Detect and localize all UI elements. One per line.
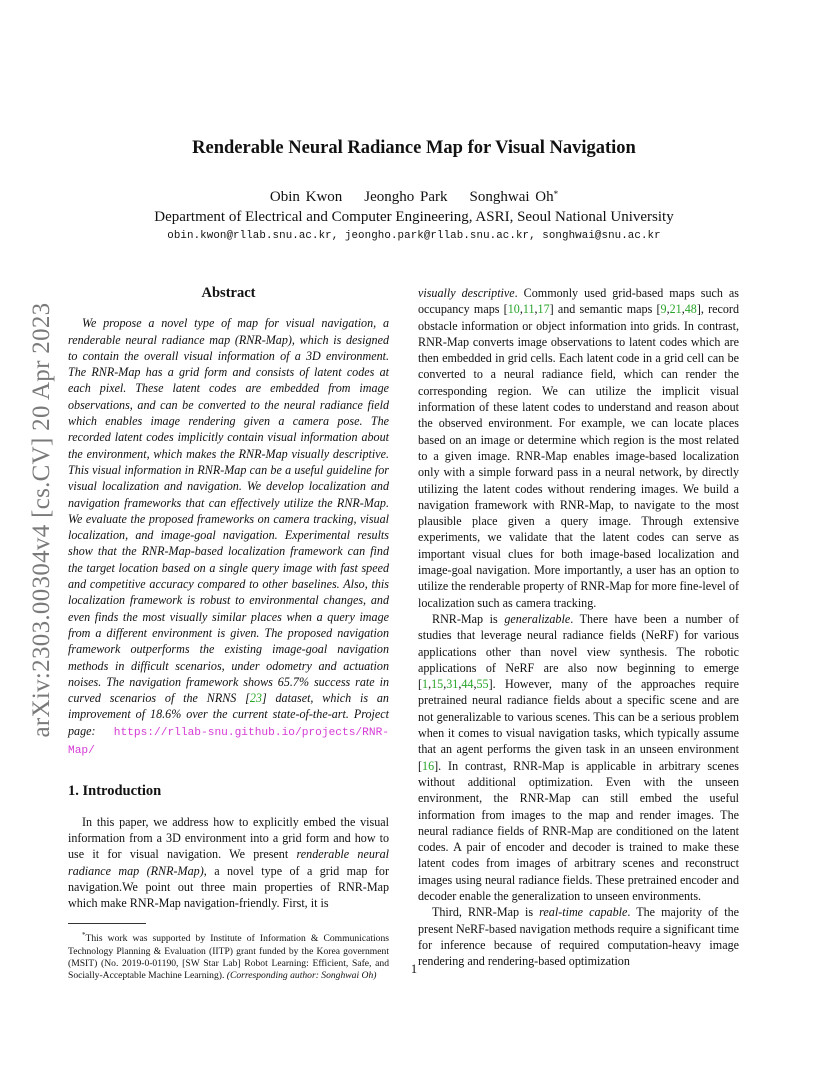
paper-title: Renderable Neural Radiance Map for Visual Navigation <box>192 138 636 158</box>
footnote-corresponding: (Corresponding author: Songhwai Oh) <box>226 970 377 982</box>
paper-header <box>0 138 828 242</box>
citation-link[interactable]: 10 <box>507 302 520 317</box>
author-name: Obin Kwon <box>269 189 343 205</box>
citation-link[interactable]: 17 <box>537 302 550 317</box>
intro-text-end: , a novel type of a grid map for navigation.We point out three main properties of RNR-Map which make RNR-Map navigation-friendly. First, it is <box>68 863 389 911</box>
author-name: Songhwai Oh <box>469 189 554 205</box>
footnote-mark: * <box>82 931 86 940</box>
affiliation: Department of Electrical and Computer Engineering, ASRI, Seoul National University <box>154 209 674 225</box>
paragraph-text: ]. In contrast, RNR-Map is applicable in arbitrary scenes without additional optimization. Even with the unseen environment, the RNR-Map can still embed the useful information from images to the map and render images. The neural radiance fields of RNR-Map are conditioned on the latent codes. A pair of encoder and decoder is trained to make these latent codes from images of arbitrary scenes and reconstruct images using neural radiance fields. These pretrained encoder and decoder enable the generalization to unseen environments. <box>418 758 739 903</box>
intro-text: In this paper, we address how to explicitly embed the visual information from a 3D environment into a grid form and how to use it for visual navigation. We present <box>68 814 389 862</box>
citation-link[interactable]: 55 <box>476 677 489 692</box>
page-number: 1 <box>410 962 418 976</box>
project-page-link[interactable]: https://rllab-snu.github.io/projects/RNR-Map/ <box>68 726 389 758</box>
intro-paragraph <box>68 814 389 912</box>
intro-emphasis: renderable neural radiance map (RNR-Map) <box>68 847 390 878</box>
abstract-heading: Abstract <box>201 285 256 301</box>
paragraph-text: . The majority of the present NeRF-based navigation methods require a significant time for inference because of required computation-heavy image rendering and rendering-based optimization <box>418 905 740 969</box>
paragraph-real-time <box>418 904 739 969</box>
paragraph-generalizable: RNR-Map is generalizable. There have been a number of studies that leverage neural radiance fields (NeRF) for various applications other than novel view synthesis. The robotic applications of NeRF are also now beginning to emerge [1,15,31,44,55]. However, many of the approaches require pretrained neural radiance fields about a specific scene and are not generalizable to various scenes. This can be a serious problem when it comes to visual navigation tasks, which typically assume that an agent performs the given task in an unseen environment [16]. In contrast, RNR-Map is applicable in arbitrary scenes without additional optimization. Even with the unseen environment, the RNR-Map can still embed the useful information from images to the map and render images. The neural radiance fields of RNR-Map are conditioned on the latent codes. A pair of encoder and decoder is trained to make these latent codes from images of arbitrary scenes and reconstruct images using neural radiance fields. These pretrained encoder and decoder enable the generalization to unseen environments. <box>418 611 739 903</box>
citation-link[interactable]: 16 <box>422 758 435 773</box>
citation-link[interactable]: 15 <box>431 677 444 692</box>
paragraph-text: Third, RNR-Map is <box>432 905 540 920</box>
paragraph-text: . There have been a number of studies that leverage neural radiance fields (NeRF) for various applications other than novel view synthesis. The robotic applications of NeRF are also now beginning to emerge [ <box>418 611 739 692</box>
abstract-body: We propose a novel type of map for visual navigation, a renderable neural radiance map (RNR-Map), which is designed to contain the overall visual information of a 3D environment. The RNR-Map has a grid form and consists of latent codes at each pixel. These latent codes are embedded from image observations, and can be converted to the neural radiance field which enables image rendering given a camera pose. The recorded latent codes implicitly contain visual information about the environment, which makes the RNR-Map visually descriptive. This visual information in RNR-Map can be a useful guideline for visual localization and navigation. We develop localization and navigation frameworks that can effectively utilize the RNR-Map. We evaluate the proposed frameworks on camera tracking, visual localization, and image-goal navigation. Experimental results show that the RNR-Map-based localization framework can find the target location based on a single query image with fast speed and competitive accuracy compared to other baselines. Also, this localization framework is robust to environmental changes, and even finds the most visually similar places when a query image from a different environment is given. The proposed navigation framework outperforms the existing image-goal navigation methods in difficult scenarios, under odometry and actuation noises. The navigation framework shows 65.7% success rate in curved scenarios of the NRNS [ <box>68 316 389 706</box>
right-column <box>418 285 739 969</box>
citation-link[interactable]: 11 <box>522 302 535 317</box>
abstract-text <box>68 315 389 759</box>
intro-heading: 1. Introduction <box>68 783 162 800</box>
author-footnote-mark: * <box>553 189 559 199</box>
paragraph-text: RNR-Map is <box>432 611 505 626</box>
property-emphasis: visually descriptive <box>418 286 515 300</box>
arxiv-id: arXiv:2303.00304v4 [cs.CV] 20 Apr 2023 <box>28 302 55 738</box>
arxiv-stamp <box>22 285 62 755</box>
citation-link[interactable]: 31 <box>446 677 459 692</box>
citation-link[interactable]: 9 <box>660 302 667 317</box>
paragraph-text: ]. However, many of the approaches require pretrained neural radiance fields about a specific scene and are not generalizable to various scenes. This can be a serious problem when it comes to visual navigation tasks, which typically assume that an agent performs the given task in an unseen environment [ <box>418 677 739 773</box>
author-list <box>0 189 828 206</box>
author-name: Jeongho Park <box>364 189 448 205</box>
left-column <box>68 285 389 982</box>
footnote-body: This work was supported by Institute of Information & Communications Technology Planning & Evaluation (IITP) grant funded by the Korea government (MSIT) (No. 2019-0-01190, [SW Star Lab] Robot Learning: Efficient, Safe, and Socially-Acceptable Machine Learning). <box>68 933 389 982</box>
paragraph-text: ], record obstacle information or object information into grids. In contrast, RNR-Map converts image observations to latent codes which are then embedded in grid cells. Each latent code in a grid cell can be converted to a neural radiance field, which can render the corresponding region. We can utilize the implicit visual information of these latent codes to understand and reason about the observed environment. For example, we can locate places based on an image or determine which region is the most related to a given image. RNR-Map enables image-based localization only with a simple forward pass in a neural network, by directly utilizing the latent codes without rendering images. We build a navigation framework with RNR-Map, to navigate to the most plausible place given a query image. Through extensive experiments, we validate that the latent codes can serve as important visual clues for both image-based localization and image-goal navigation. More importantly, a user has an option to utilize the renderable property of RNR-Map for more fine-level of localization such as camera tracking. <box>418 302 740 610</box>
author-emails: obin.kwon@rllab.snu.ac.kr, jeongho.park@rllab.snu.ac.kr, songhwai@snu.ac.kr <box>167 230 661 242</box>
citation-link[interactable]: 21 <box>669 302 682 317</box>
citation-link[interactable]: 23 <box>249 691 262 706</box>
footnote-rule <box>68 923 146 924</box>
paragraph-text: . Commonly used grid-based maps such as occupancy maps [ <box>418 286 740 317</box>
citation-link[interactable]: 1 <box>422 677 429 692</box>
abstract-body-end: ] dataset, which is an improvement of 18.6% over the current state-of-the-art. Project page: <box>68 691 389 738</box>
property-emphasis: real-time capable <box>539 905 628 920</box>
property-emphasis: generalizable <box>504 611 571 626</box>
citation-link[interactable]: 44 <box>461 677 474 692</box>
paragraph-text: ] and semantic maps [ <box>549 302 661 317</box>
citation-link[interactable]: 48 <box>684 302 697 317</box>
paragraph-visually-descriptive: visually descriptive. Commonly used grid-based maps such as occupancy maps [10,11,17] and semantic maps [9,21,48], record obstacle information or object information into grids. In contrast, RNR-Map converts image observations to latent codes which are then embedded in grid cells. Each latent code in a grid cell can be converted to a neural radiance field, which can render the corresponding region. We can utilize the implicit visual information of these latent codes to understand and reason about the observed environment. For example, we can locate places based on an image or determine which region is the most related to a given image. RNR-Map enables image-based localization only with a simple forward pass in a neural network, by directly utilizing the latent codes without rendering images. We build a navigation framework with RNR-Map, to navigate to the most plausible place given a query image. Through extensive experiments, we validate that the latent codes can serve as important visual clues for both image-based localization and image-goal navigation. More importantly, a user has an option to utilize the renderable property of RNR-Map for more fine-level of localization such as camera tracking. <box>418 286 740 610</box>
